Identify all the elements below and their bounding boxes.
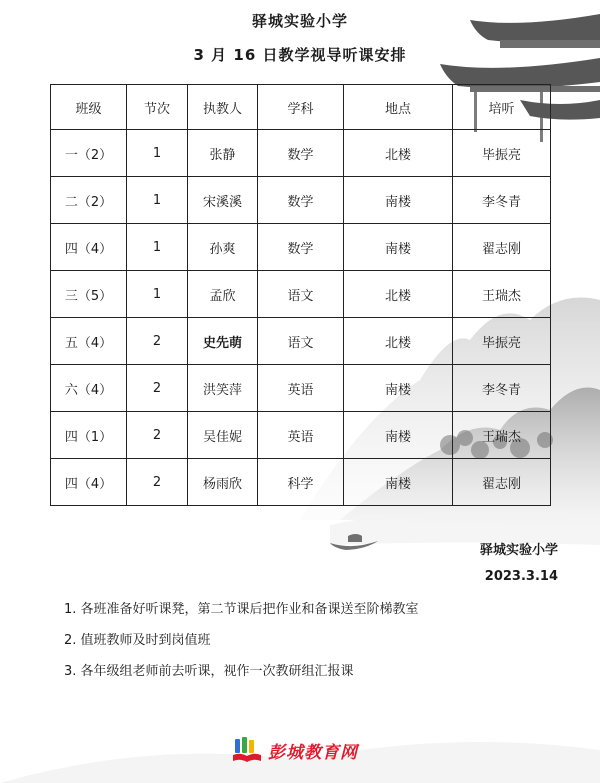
cell-teacher: 张静 [188,130,258,177]
cell-teacher: 史先萌 [188,318,258,365]
cell-subject: 英语 [258,412,344,459]
cell-teacher: 洪笑萍 [188,365,258,412]
cell-observer: 李冬青 [453,365,551,412]
cell-observer: 翟志刚 [453,459,551,506]
cell-observer: 李冬青 [453,177,551,224]
cell-teacher: 孙爽 [188,224,258,271]
cell-class: 五（4） [51,318,127,365]
table-row [51,365,551,412]
table-row [51,318,551,365]
cell-period: 1 [127,224,188,271]
cell-subject: 英语 [258,365,344,412]
cell-location: 南楼 [344,177,453,224]
cell-teacher: 宋溪溪 [188,177,258,224]
cell-period: 1 [127,177,188,224]
cell-observer: 毕振亮 [453,130,551,177]
cell-subject: 数学 [258,224,344,271]
signature-org: 驿城实验小学 [479,543,558,558]
cell-class: 四（4） [51,459,127,506]
cell-location: 北楼 [344,271,453,318]
cell-observer: 王瑞杰 [453,412,551,459]
schedule-table [50,84,551,506]
header-subject: 学科 [258,85,344,130]
cell-period: 1 [127,130,188,177]
table-row [51,412,551,459]
cell-class: 一（2） [51,130,127,177]
cell-teacher: 吴佳妮 [188,412,258,459]
cell-subject: 数学 [258,177,344,224]
cell-period: 2 [127,365,188,412]
page-title: 3 月 16 日教学视导听课安排 [193,46,407,64]
header-period: 节次 [127,85,188,130]
cell-subject: 语文 [258,271,344,318]
table-row [51,459,551,506]
cell-observer: 翟志刚 [453,224,551,271]
cell-location: 南楼 [344,459,453,506]
cell-period: 2 [127,318,188,365]
notes-list [64,600,419,693]
cell-subject: 语文 [258,318,344,365]
table-header-row [51,85,551,130]
note-item: 2. 值班教师及时到岗值班 [64,633,211,648]
cell-observer: 王瑞杰 [453,271,551,318]
cell-location: 北楼 [344,318,453,365]
cell-location: 南楼 [344,224,453,271]
cell-subject: 数学 [258,130,344,177]
cell-class: 四（4） [51,224,127,271]
book-logo-icon [232,737,262,763]
brand-name: 彭城教育网 [268,742,358,763]
cell-location: 南楼 [344,412,453,459]
cell-teacher: 孟欣 [188,271,258,318]
cell-period: 1 [127,271,188,318]
cell-class: 二（2） [51,177,127,224]
header-location: 地点 [344,85,453,130]
cell-observer: 毕振亮 [453,318,551,365]
table-row [51,130,551,177]
cell-period: 2 [127,412,188,459]
cell-teacher: 杨雨欣 [188,459,258,506]
cell-class: 三（5） [51,271,127,318]
cell-class: 六（4） [51,365,127,412]
header-teacher: 执教人 [188,85,258,130]
cell-location: 北楼 [344,130,453,177]
note-item: 1. 各班准备好听课凳，第二节课后把作业和备课送至阶梯教室 [64,602,419,617]
signature-date: 2023.3.14 [484,569,558,584]
header-observer: 培听 [453,85,551,130]
table-row [51,271,551,318]
table-row [51,177,551,224]
header-class: 班级 [51,85,127,130]
cell-period: 2 [127,459,188,506]
cell-subject: 科学 [258,459,344,506]
note-item: 3. 各年级组老师前去听课，视作一次教研组汇报课 [64,664,354,679]
cell-location: 南楼 [344,365,453,412]
cell-class: 四（1） [51,412,127,459]
school-name: 驿城实验小学 [251,12,348,30]
table-row [51,224,551,271]
brand-logo [232,736,358,764]
